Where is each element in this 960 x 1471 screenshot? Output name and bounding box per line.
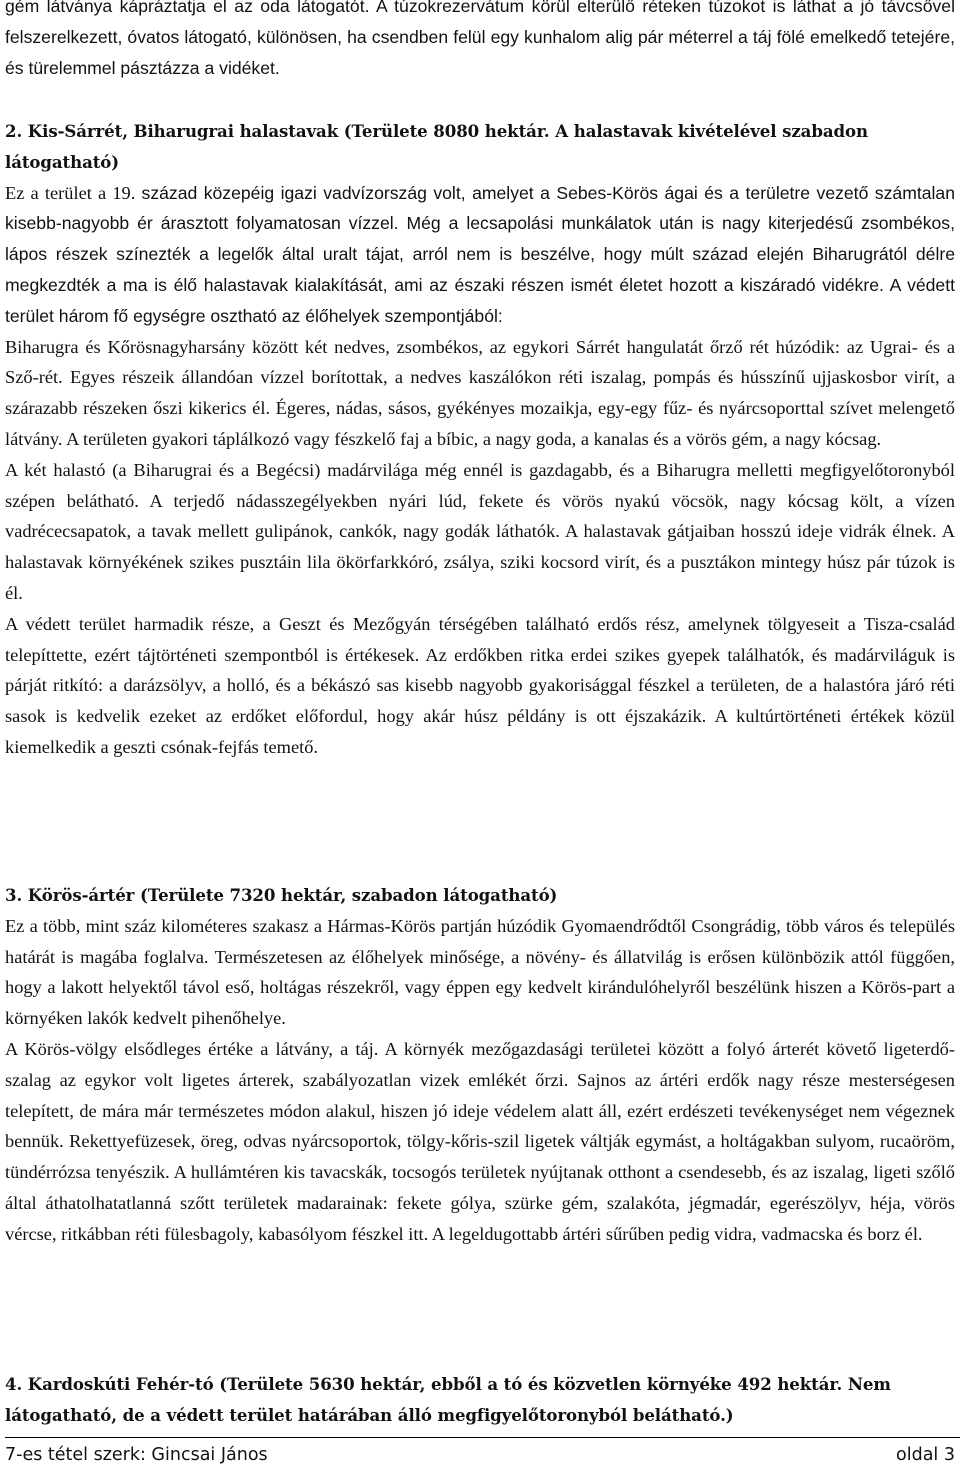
section-4-heading: 4. Kardoskúti Fehér-tó (Területe 5630 hektár, ebből a tó és közvetlen környéke 492 hektár. Nem látogatható, de a védett terület határában álló megfigyelőtoronyból belátható.)	[5, 1374, 891, 1425]
section-3	[5, 880, 955, 1250]
section-2	[5, 116, 955, 763]
page-footer	[5, 1441, 955, 1469]
intro-paragraph: gém látványa kápráztatja el az oda látogatót. A túzokrezervátum körül elterülő réteken túzokot is láthat a jó távcsővel felszerelkezett, óvatos látogató, különösen, ha csendben felül egy kunhalom alig pár méterrel a táj fölé emelkedő tetejére, és türelemmel pásztázza a vidéket.	[5, 0, 955, 78]
section-2-paragraph-1-lead: Ez a terület a 19.	[5, 182, 142, 203]
section-2-paragraph-2: Biharugra és Kőrösnagyharsány között két nedves, zsombékos, az egykori Sárrét hangulatát őrző rét húzódik: az Ugrai- és a Sző-rét. Egyes részeik állandóan vízzel borítottak, a nedves kaszálókon réti iszalag, pompás és hússzínű ujjaskosbor virít, a szárazabb részeken őszi kikerics él. Égeres, nádas, sásos, gyékényes mozaikja, egy-egy fűz- és nyárcsoporttal szívet melengető látvány. A területen gyakori táplálkozó vagy fészkelő faj a bíbic, a nagy goda, a kanalas és a vörös gém, a nagy kócsag.	[5, 336, 955, 449]
section-3-paragraph-2: A Körös-völgy elsődleges értéke a látvány, a táj. A környék mezőgazdasági területei között a folyó árterét követő ligeterdő-szalag az egykor volt ligetes árterek, szabályozatlan vizek emlékét őrzi. Sajnos az ártéri erdők nagy része mesterségesen telepített, de mára már természetes módon alakul, hiszen jó ideje védelem alatt áll, ezért erdészeti tevékenységet nem végeznek bennük. Rekettyefüzesek, öreg, odvas nyárcsoportok, tölgy-kőris-szil ligetek váltják egymást, a holtágakban sulyom, rucaöröm, tündérrózsa tenyészik. A hullámtéren kis tavacskák, tocsogós területek nyújtanak otthont a csendesebb, és az iszalag, ligeti szőlő által áthatolhatatlanná szőtt területek madarainak: fekete gólya, szürke gém, szalakóta, jégmadár, egerészölyv, héja, vörös vércse, ritkábban réti fülesbagoly, kabasólyom fészkel itt. A legeldugottabb ártéri sűrűben pedig vidra, vadmacska és borz él.	[5, 1038, 955, 1244]
footer-divider	[5, 1437, 960, 1438]
section-2-paragraph-3: A két halastó (a Biharugrai és a Begécsi) madárvilága még ennél is gazdagabb, és a Biharugra melletti megfigyelőtoronyból szépen belátható. A terjedő nádasszegélyekben nyári lúd, fekete és vörös nyakú vöcsök, nagy kócsag költ, a vízen vadrécecsapatok, a tavak mellett gulipánok, cankók, nagy godák láthatók. A halastavak gátjaiban hosszú ideje vidrák élnek. A halastavak környékének szikes pusztáin lila ökörfarkkóró, zsálya, sziki kocsord virít, és a pusztákon mintegy húsz pár túzok is él.	[5, 459, 955, 603]
section-2-paragraph-1-rest: század közepéig igazi vadvízország volt, amelyet a Sebes-Körös ágai és a területre vezető számtalan kisebb-nagyobb ér árasztott folyamatosan vízzel. Még a lecsapolási munkálatok után is nagy kiterjedésű zsombékos, lápos részek színezték a legelők által uralt tájat, arról nem is beszélve, hogy múlt század elején Biharugrától délre megkezdték a ma is élő halastavak kialakítását, ami az északi részen ismét életet hozott a kiszáradó vidékre. A védett terület három fő egységre osztható az élőhelyek szempontjából:	[5, 182, 955, 326]
section-2-paragraph-4: A védett terület harmadik része, a Geszt és Mezőgyán térségében található erdős rész, amelynek tölgyeseit a Tisza-család telepíttette, ezért tájtörténeti szempontból is értékesek. Az erdőkben ritka erdei szikes gyepek találhatók, és madárviláguk is párját ritkító: a darázsölyv, a holló, és a békászó sas kisebb nagyobb gyakorisággal fészkel a területen, de a halastóra járó réti sasok is kedvelik ezeket az erdőket előfordul, hogy akár húsz példány is ott éjszakázik. A kultúrtörténeti értékek közül kiemelkedik a geszti csónak-fejfás temető.	[5, 613, 955, 757]
footer-page-number: oldal 3	[896, 1445, 955, 1465]
section-2-heading	[5, 116, 955, 178]
section-3-paragraph-1: Ez a több, mint száz kilométeres szakasz a Hármas-Körös partján húzódik Gyomaendrődtől Csongrádig, több város és település határát is magába foglalva. Természetesen az élőhelyek minősége, a növény- és állatvilág is erősen különbözik attól függően, hogy a lakott helyektől távol eső, holtágas részekről, vagy éppen egy kedvelt kirándulóhelyről beszélünk hiszen a Körös-part a környéken lakók kedvelt pihenőhelye.	[5, 915, 955, 1029]
footer-author: 7-es tétel szerk: Gincsai János	[5, 1445, 268, 1465]
section-2-heading-part2: A halastavak kivételével szabadon látogatható)	[5, 121, 868, 172]
section-3-heading: 3. Körös-ártér (Területe 7320 hektár, szabadon látogatható)	[5, 885, 558, 905]
section-2-heading-part1: 2. Kis-Sárrét, Biharugrai halastavak (Területe 8080 hektár.	[5, 121, 550, 141]
section-2-paragraph-1	[5, 178, 955, 332]
section-4	[5, 1369, 955, 1431]
